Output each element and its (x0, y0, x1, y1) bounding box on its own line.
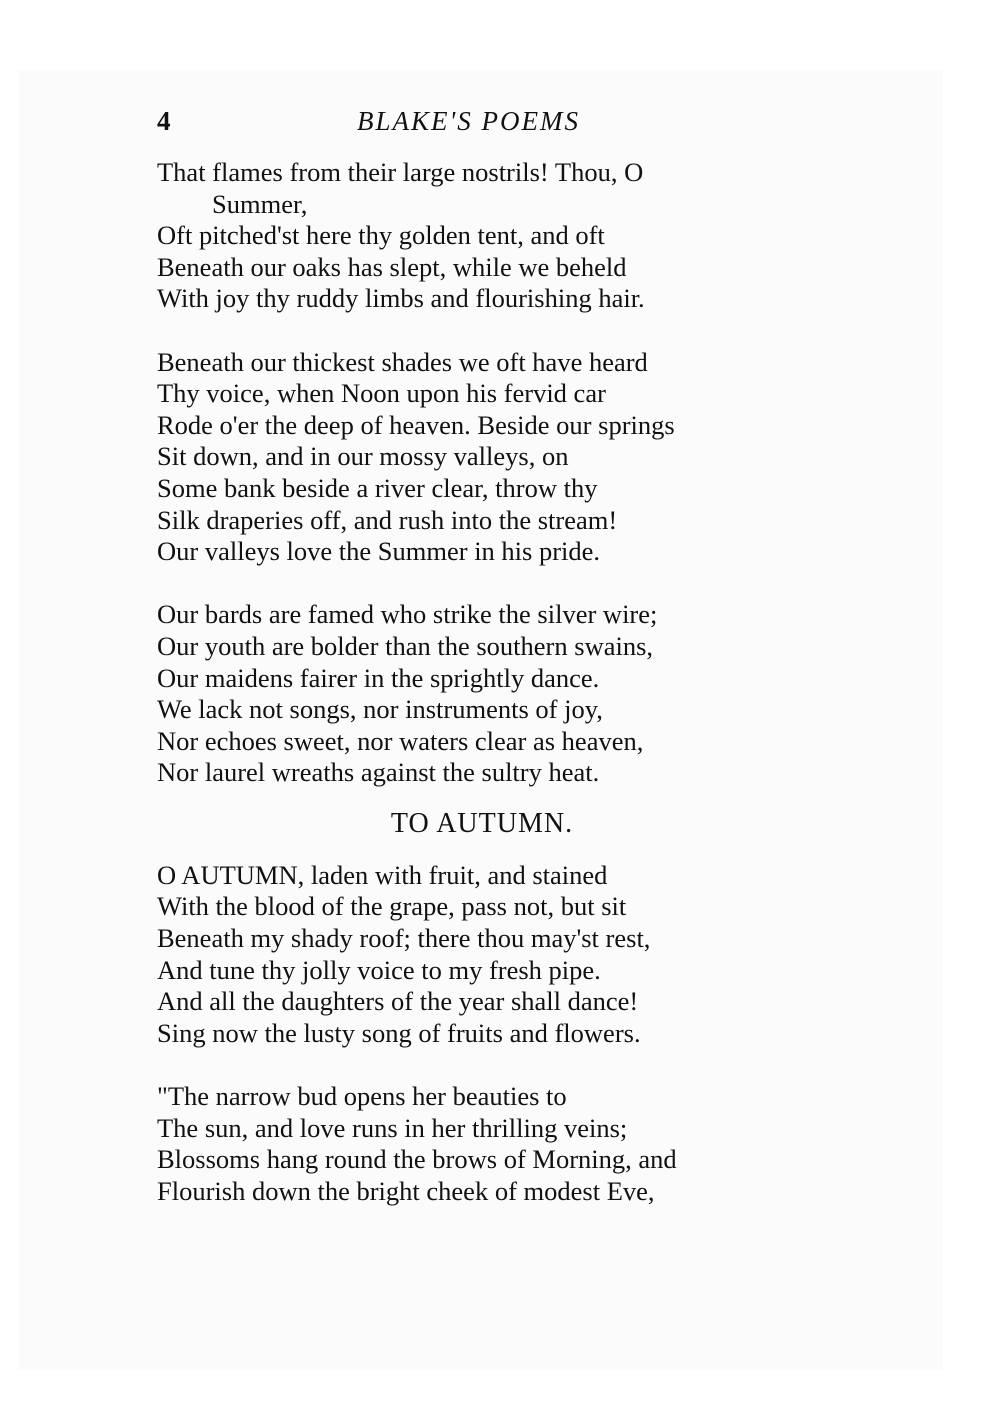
poem-line: We lack not songs, nor instruments of joy, (157, 694, 603, 725)
poem-line: Beneath our thickest shades we oft have heard (157, 346, 648, 377)
poem-line: O AUTUMN, laden with fruit, and stained (157, 859, 608, 890)
poem-line: "The narrow bud opens her beauties to (157, 1081, 567, 1112)
poem-line: Blossoms hang round the brows of Morning, and (157, 1144, 677, 1175)
poem-line: Our valleys love the Summer in his pride. (157, 536, 601, 567)
stanza-gap (157, 315, 847, 347)
poem-line: That flames from their large nostrils! Thou, O (157, 157, 644, 187)
stanza (157, 860, 847, 1050)
poem-line: Beneath our oaks has slept, while we beheld (157, 251, 627, 282)
poem-line: Sing now the lusty song of fruits and flowers. (157, 1017, 641, 1048)
running-title: BLAKE'S POEMS (357, 106, 581, 136)
poem-title: TO AUTUMN. (390, 807, 574, 839)
poem-line: Thy voice, when Noon upon his fervid car (157, 378, 606, 409)
poem-line: Our maidens fairer in the sprightly dance. (157, 662, 600, 693)
poem-line: With the blood of the grape, pass not, but sit (157, 891, 627, 922)
poem-line: Summer, (212, 188, 308, 219)
poem-text (157, 157, 847, 1207)
poem-line: And all the daughters of the year shall dance! (157, 986, 639, 1017)
poem-line: Oft pitched'st here thy golden tent, and oft (157, 220, 605, 251)
poem-line: Flourish down the bright cheek of modest Eve, (157, 1175, 655, 1206)
poem-line: Our bards are famed who strike the silver wire; (157, 599, 658, 630)
poem-line: And tune thy jolly voice to my fresh pipe. (157, 954, 601, 985)
poem-line: Nor laurel wreaths against the sultry heat. (157, 757, 600, 788)
poem-line: Beneath my shady roof; there thou may'st rest, (157, 923, 651, 954)
stanza-gap (157, 568, 847, 600)
poem-line: Rode o'er the deep of heaven. Beside our springs (157, 409, 675, 440)
poem-line: Some bank beside a river clear, throw thy (157, 472, 598, 503)
stanza (157, 1081, 847, 1207)
poem-line: Sit down, and in our mossy valleys, on (157, 441, 569, 472)
poem-line: Our youth are bolder than the southern swains, (157, 630, 654, 661)
stanza (157, 157, 847, 315)
stanza (157, 347, 847, 568)
poem-line: Silk draperies off, and rush into the stream! (157, 504, 618, 535)
stanza (157, 599, 847, 789)
poem-line: With joy thy ruddy limbs and flourishing hair. (157, 283, 645, 314)
running-head (157, 106, 627, 142)
stanza-gap (157, 1049, 847, 1081)
poem-line: Nor echoes sweet, nor waters clear as heaven, (157, 725, 644, 756)
poem-line: The sun, and love runs in her thrilling veins; (157, 1112, 628, 1143)
page-number: 4 (157, 106, 171, 136)
